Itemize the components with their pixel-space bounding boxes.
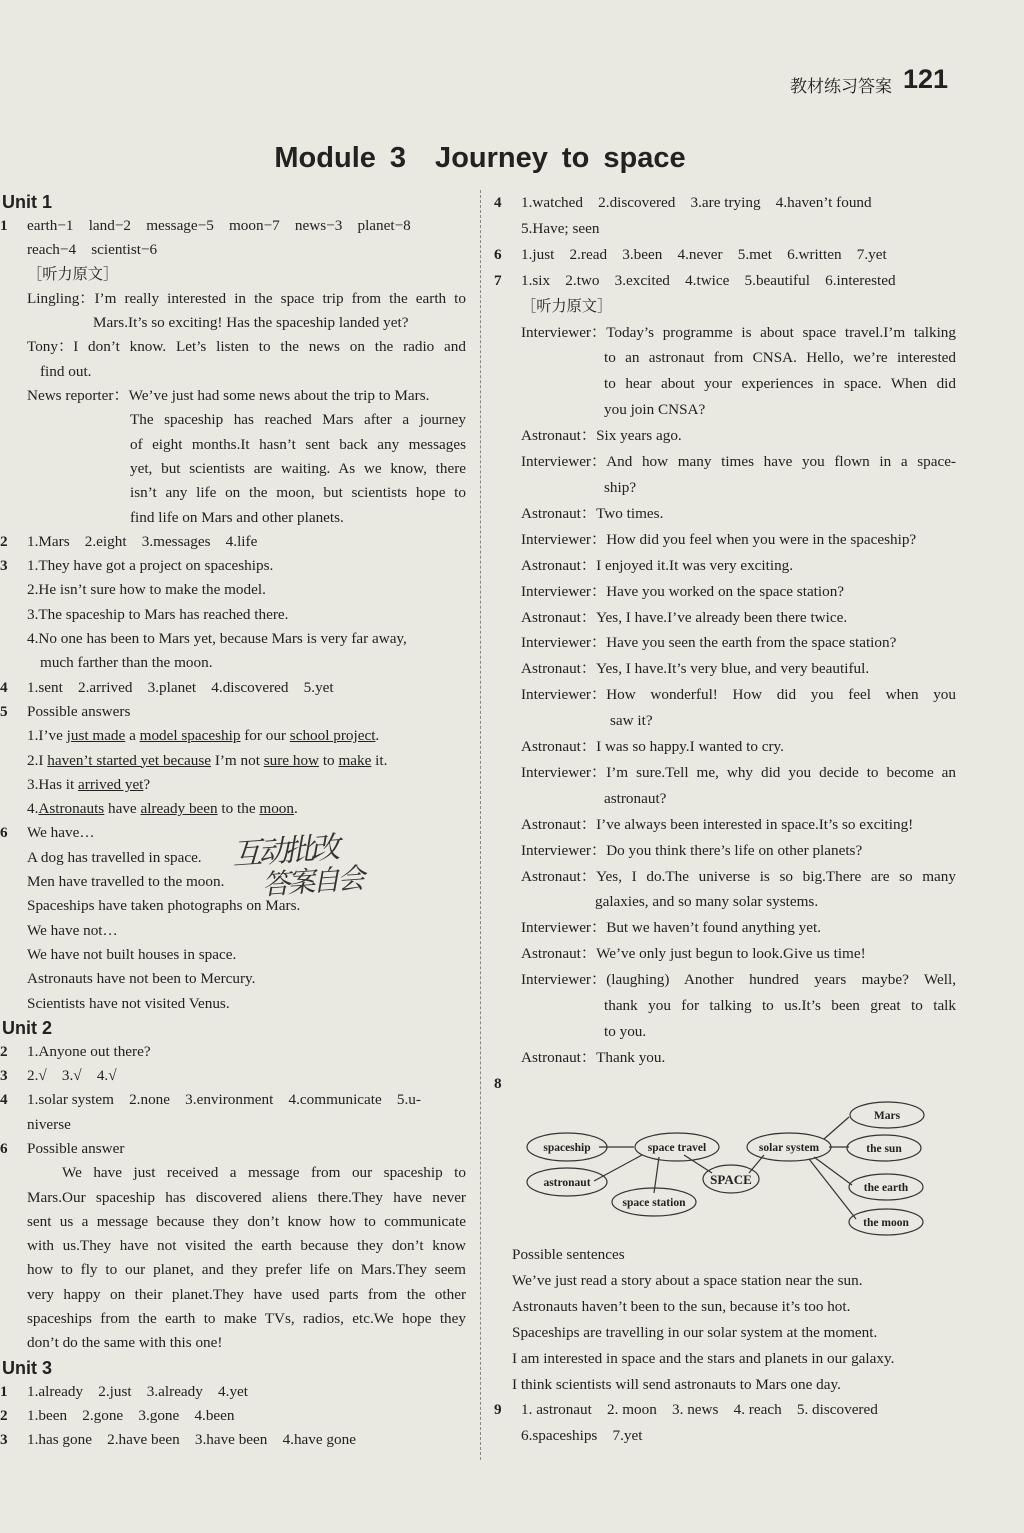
dialogue-text: to hear about your experiences in space. When did: [604, 375, 956, 393]
answer-text: We have not built houses in space.: [27, 945, 237, 963]
text-segment: .: [294, 800, 298, 818]
text-segment: 3.Has it: [27, 775, 79, 793]
speaker-label: Interviewer：: [521, 530, 607, 548]
dialogue-line: [0, 335, 466, 359]
dialogue-text: Two times.: [596, 504, 664, 522]
dialogue-text: of eight months.It hasn’t sent back any messages: [130, 435, 466, 453]
dialogue-text: How did you feel when you were in the spaceship?: [606, 530, 917, 548]
dialogue-line: [494, 760, 956, 786]
dialogue-text: astronaut?: [604, 789, 667, 807]
dialogue-text: Six years ago.: [596, 427, 682, 445]
answer-7: [494, 268, 956, 294]
column-divider: [480, 190, 481, 1460]
dialogue-text: you join CNSA?: [604, 401, 706, 419]
speaker-label: Astronaut：: [521, 427, 597, 445]
answer-text: 6.spaceships 7.yet: [521, 1427, 643, 1445]
dialogue-text: Have you seen the earth from the space station?: [606, 634, 897, 652]
speaker-label: Interviewer：: [521, 453, 607, 471]
item-number: 6: [494, 245, 502, 263]
answer-text: I think scientists will send astronauts to Mars one day.: [512, 1375, 841, 1393]
dialogue-text: But we haven’t found anything yet.: [606, 919, 822, 937]
answer-text: Astronauts haven’t been to the sun, because it’s too hot.: [512, 1297, 851, 1315]
underlined-phrase: moon: [259, 800, 294, 818]
dialogue-text: thank you for talking to us.It’s been great to talk: [604, 997, 956, 1015]
dialogue-text: isn’t any life on the moon, but scientists hope to: [130, 484, 466, 502]
dialogue-text: ship?: [604, 478, 637, 496]
dialogue-line: [0, 384, 466, 408]
unit-3-heading: Unit 3: [2, 1357, 53, 1378]
dialogue-text: Yes, I have.It’s very blue, and very beautiful.: [596, 660, 870, 678]
text-segment: 1.I’ve: [27, 727, 67, 745]
dialogue-line: [494, 812, 956, 838]
item-number: 2: [0, 1042, 8, 1060]
answer-text: 1.already 2.just 3.already 4.yet: [27, 1382, 248, 1400]
paragraph-line: Mars.Our spaceship has discovered aliens there.They have never: [27, 1188, 466, 1206]
speaker-label: Astronaut：: [521, 556, 597, 574]
answer-text: Men have travelled to the moon.: [27, 873, 225, 891]
dialogue-text: saw it?: [610, 712, 653, 730]
listening-tag: ［听力原文］: [27, 265, 119, 283]
dialogue-line: [494, 527, 956, 553]
answer-4: [494, 190, 956, 216]
item-number: 6: [0, 824, 8, 842]
item-number: 4: [0, 678, 8, 696]
dialogue-line: [494, 449, 956, 475]
speaker-label: Interviewer：: [521, 323, 607, 341]
answer-text: 3.The spaceship to Mars has reached there.: [27, 605, 289, 623]
underlined-phrase: sure how: [263, 751, 320, 769]
u1-answer-3: [0, 554, 466, 578]
answer-text: Spaceships are travelling in our solar system at the moment.: [512, 1323, 878, 1341]
dialogue-text: Have you worked on the space station?: [606, 582, 845, 600]
dialogue-text: (laughing) Another hundred years maybe? Well,: [606, 971, 956, 989]
speaker-label: Astronaut：: [521, 1048, 597, 1066]
unit-1-heading: Unit 1: [2, 192, 53, 212]
text-segment: a: [125, 727, 140, 745]
text-segment: to: [319, 751, 339, 769]
answer-text: 1.just 2.read 3.been 4.never 5.met 6.written 7.yet: [521, 245, 887, 263]
underlined-phrase: arrived yet: [78, 775, 144, 793]
item-number: 8: [494, 1074, 502, 1092]
item-number: 9: [494, 1401, 502, 1419]
answer-text: 2.√ 3.√ 4.√: [27, 1067, 117, 1085]
paragraph-line: sent us a message because they don’t know how to communicate: [27, 1212, 466, 1230]
dialogue-text: yet, but scientists are waiting. As we know, there: [130, 459, 466, 477]
dialogue-line: [494, 320, 956, 346]
item-number: 1: [0, 217, 8, 234]
speaker-label: News reporter：: [27, 387, 129, 405]
item-number: 3: [0, 557, 8, 575]
paragraph-line: how to fly to our planet, and they prefer life on Mars.They seem: [27, 1261, 466, 1279]
text-segment: it.: [371, 751, 388, 769]
underlined-sentence: [0, 724, 466, 748]
left-column: [0, 190, 466, 1453]
text-segment: have: [104, 800, 141, 818]
dialogue-text: to an astronaut from CNSA. Hello, we’re interested: [604, 349, 956, 367]
dialogue-text: galaxies, and so many solar systems.: [595, 893, 819, 911]
speaker-label: Interviewer：: [521, 582, 607, 600]
item-number: 2: [0, 1406, 8, 1424]
handwritten-note: 答案自会: [261, 861, 364, 902]
paragraph-line: spaceships from the earth to make TVs, radios, etc.We hope they: [27, 1310, 466, 1328]
answer-text: earth−1 land−2 message−5 moon−7 news−3 planet−8: [27, 217, 411, 234]
answer-text: 1.sent 2.arrived 3.planet 4.discovered 5.yet: [27, 678, 334, 696]
text-segment: for our: [240, 727, 290, 745]
u1-answer-5: [0, 700, 466, 724]
u2-answer-3: [0, 1064, 466, 1088]
answer-text: 1.watched 2.discovered 3.are trying 4.haven’t found: [521, 194, 872, 211]
answer-text: I am interested in space and the stars and planets in our galaxy.: [512, 1349, 895, 1367]
text-segment: to the: [217, 800, 260, 818]
item-number: 3: [0, 1067, 8, 1085]
unit-2-heading: Unit 2: [2, 1017, 53, 1038]
u2-answer-4: [0, 1088, 466, 1112]
dialogue-line: [494, 682, 956, 708]
dialogue-line: [494, 501, 956, 527]
node-label: spaceship: [543, 1142, 591, 1154]
dialogue-line: [494, 579, 956, 605]
dialogue-line: [0, 287, 466, 311]
answer-text: A dog has travelled in space.: [27, 848, 202, 866]
speaker-label: Astronaut：: [521, 660, 597, 678]
item-number: 2: [0, 532, 8, 550]
item-number: 6: [0, 1139, 8, 1157]
underlined-phrase: school project: [289, 727, 376, 745]
answer-text: We have not…: [27, 921, 118, 939]
speaker-label: Astronaut：: [521, 608, 597, 626]
item-number: 4: [494, 194, 502, 211]
right-column: [494, 190, 956, 1092]
dialogue-line: [494, 553, 956, 579]
item-number: 5: [0, 702, 8, 720]
dialogue-line: [494, 605, 956, 631]
answer-text: 1.They have got a project on spaceships.: [27, 557, 274, 575]
item-number: 1: [0, 1382, 8, 1400]
module-title: Module 3 Journey to space: [274, 142, 686, 174]
book-section-label: 教材练习答案: [790, 77, 892, 97]
speaker-label: Interviewer：: [521, 919, 607, 937]
underlined-phrase: make: [338, 751, 372, 769]
speaker-label: Tony：: [27, 338, 74, 356]
u2-answer-6: [0, 1137, 466, 1161]
dialogue-text: Yes, I do.The universe is so big.There are so many: [596, 867, 956, 885]
speaker-label: Astronaut：: [521, 504, 597, 522]
text-segment: I’m not: [211, 751, 264, 769]
dialogue-text: I’m sure.Tell me, why did you decide to become an: [606, 763, 956, 781]
dialogue-text: We’ve only just begun to look.Give us time!: [596, 945, 866, 963]
speaker-label: Astronaut：: [521, 815, 597, 833]
underlined-phrase: haven’t started yet because: [47, 751, 212, 769]
text-segment: 4.: [27, 800, 39, 818]
dialogue-text: find life on Mars and other planets.: [130, 508, 344, 526]
answer-text: 1.Mars 2.eight 3.messages 4.life: [27, 532, 258, 550]
speaker-label: Astronaut：: [521, 738, 597, 756]
paragraph-line: with us.They have not visited the earth because they don’t know: [27, 1237, 466, 1255]
paragraph-line: don’t do the same with this one!: [27, 1334, 223, 1352]
answer-text: 1. astronaut 2. moon 3. news 4. reach 5. discovered: [521, 1401, 878, 1419]
answer-text: 1.been 2.gone 3.gone 4.been: [27, 1406, 235, 1424]
dialogue-text: And how many times have you flown in a space-: [606, 453, 956, 471]
answer-text: niverse: [27, 1115, 71, 1133]
dialogue-text: [95, 287, 467, 311]
dialogue-text: I’ve always been interested in space.It’s so exciting!: [596, 815, 914, 833]
node-label: the moon: [863, 1217, 909, 1229]
dialogue-text: I enjoyed it.It was very exciting.: [596, 556, 794, 574]
answer-8-sentences: [494, 1242, 956, 1449]
answer-text: We’ve just read a story about a space station near the sun.: [512, 1271, 863, 1289]
speaker-label: Interviewer：: [521, 841, 607, 859]
dialogue-line: [494, 630, 956, 656]
speaker-label: Astronaut：: [521, 867, 597, 885]
answer-text: 1.Anyone out there?: [27, 1042, 151, 1060]
dialogue-line: [494, 941, 956, 967]
answer-text: reach−4 scientist−6: [27, 241, 158, 259]
dialogue-line: [494, 864, 956, 890]
answer-text: 4.No one has been to Mars yet, because Mars is very far away,: [27, 630, 407, 648]
dialogue-text: to you.: [604, 1023, 647, 1040]
answer-text: 5.Have; seen: [521, 219, 600, 237]
underlined-phrase: model spaceship: [139, 727, 241, 745]
paragraph-line: very happy on their planet.They have used parts from the other: [27, 1285, 466, 1303]
speaker-label: Lingling：: [27, 289, 95, 307]
underlined-phrase: just made: [66, 727, 126, 745]
text-segment: ?: [143, 775, 151, 793]
u1-answer-2: [0, 530, 466, 554]
node-label: the sun: [866, 1143, 902, 1155]
answer-heading: Possible sentences: [512, 1246, 625, 1263]
node-label: Mars: [873, 1110, 901, 1122]
dialogue-text: We’ve just had some news about the trip to Mars.: [128, 387, 430, 405]
answer-text: We have…: [27, 824, 95, 842]
listening-tag: ［听力原文］: [521, 297, 613, 315]
paragraph-line: We have just received a message from our spaceship to: [62, 1164, 466, 1182]
u3-answer-2: [0, 1404, 466, 1428]
answer-text: Scientists have not visited Venus.: [27, 994, 230, 1012]
text-segment: 2.I: [27, 751, 48, 769]
dialogue-text: I was so happy.I wanted to cry.: [596, 738, 784, 756]
u1-answer-4: [0, 676, 466, 700]
dialogue-line: [494, 656, 956, 682]
dialogue-text: I’m really interested in the space trip from the earth to: [94, 289, 466, 307]
answer-text: 2.He isn’t sure how to make the model.: [27, 581, 266, 599]
dialogue-line: [494, 838, 956, 864]
dialogue-text: How wonderful! How did you feel when you: [606, 686, 956, 704]
mind-map-nodes: [527, 1102, 924, 1235]
u3-answer-3: [0, 1428, 466, 1452]
item-number: 7: [494, 271, 502, 289]
node-label: astronaut: [543, 1177, 591, 1189]
underlined-sentence: [0, 797, 466, 821]
item-number: 4: [0, 1091, 8, 1109]
text-segment: .: [375, 727, 380, 745]
underlined-phrase: already been: [140, 800, 218, 818]
dialogue-text: Yes, I have.I’ve already been there twice.: [596, 608, 848, 626]
answer-heading: Possible answers: [27, 702, 131, 720]
answer-heading: Possible answer: [27, 1139, 125, 1157]
speaker-label: Interviewer：: [521, 763, 607, 781]
node-label: SPACE: [710, 1172, 752, 1187]
underlined-sentence: [0, 749, 466, 773]
dialogue-text: Mars.It’s so exciting! Has the spaceship landed yet?: [93, 314, 409, 332]
answer-text: Astronauts have not been to Mercury.: [27, 970, 256, 988]
answer-text: 1.six 2.two 3.excited 4.twice 5.beautiful 6.interested: [521, 271, 896, 289]
dialogue-text: Do you think there’s life on other planets?: [606, 841, 863, 859]
dialogue-line: [494, 915, 956, 941]
dialogue-line: [494, 423, 956, 449]
u3-answer-1: [0, 1380, 466, 1404]
dialogue-text: Today’s programme is about space travel.I’m talking: [606, 323, 956, 341]
dialogue-line: [494, 734, 956, 760]
underlined-sentence: [0, 773, 466, 797]
node-label: solar system: [758, 1142, 820, 1154]
u1-answer-1: [0, 214, 466, 238]
answer-text: 1.has gone 2.have been 3.have been 4.have gone: [27, 1431, 356, 1449]
answer-text: 1.solar system 2.none 3.environment 4.communicate 5.u-: [27, 1091, 421, 1109]
dialogue-line: [494, 1045, 956, 1071]
speaker-label: Astronaut：: [521, 945, 597, 963]
speaker-label: Interviewer：: [521, 971, 607, 989]
speaker-label: Interviewer：: [521, 686, 607, 704]
answer-text: much farther than the moon.: [40, 654, 213, 672]
underlined-phrase: Astronauts: [38, 800, 105, 818]
node-label: the earth: [863, 1182, 909, 1194]
node-label: space station: [622, 1197, 686, 1209]
dialogue-text: find out.: [40, 362, 92, 380]
item-number: 3: [0, 1431, 8, 1449]
answer-text: Spaceships have taken photographs on Mars.: [27, 897, 301, 915]
space-mind-map: [494, 1095, 934, 1245]
dialogue-line: [494, 967, 956, 993]
dialogue-text: The spaceship has reached Mars after a journey: [130, 411, 466, 429]
page-number: 121: [902, 64, 948, 94]
u2-answer-2: [0, 1040, 466, 1064]
handwritten-note: 互动批改: [231, 830, 338, 873]
answer-6: [494, 242, 956, 268]
dialogue-text: Thank you.: [596, 1048, 666, 1066]
dialogue-text: I don’t know. Let’s listen to the news on the radio and: [73, 338, 466, 356]
answer-9: [494, 1397, 956, 1423]
speaker-label: Interviewer：: [521, 634, 607, 652]
node-label: space travel: [647, 1142, 707, 1154]
